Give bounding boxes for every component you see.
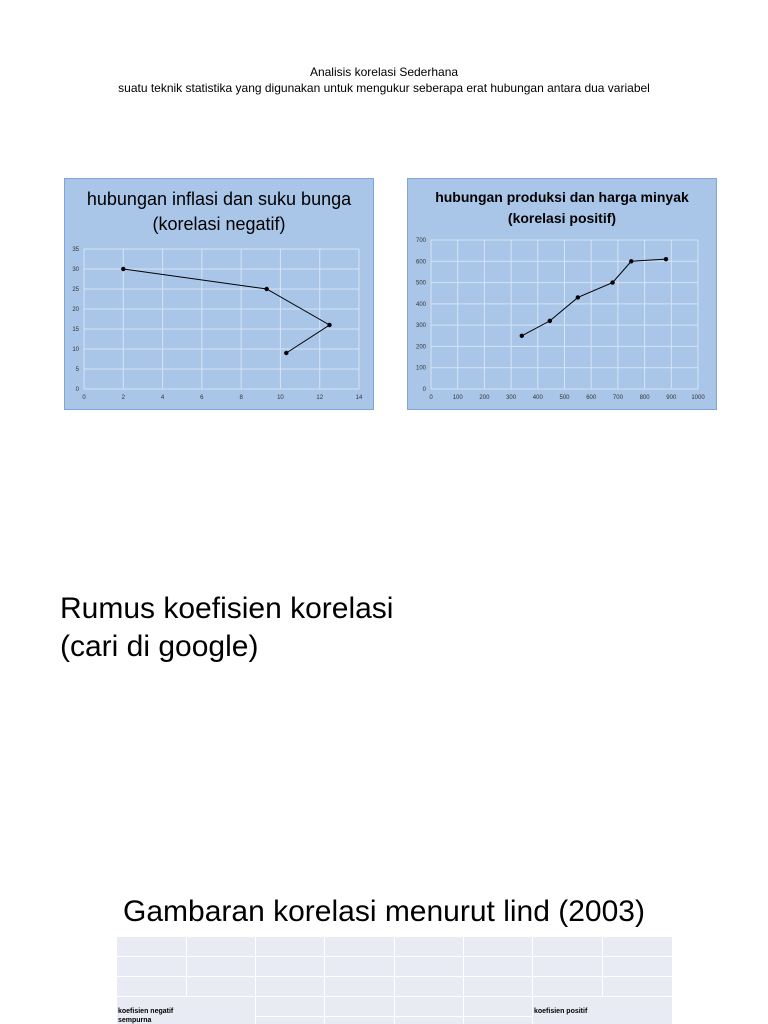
chart-produksi-xtick-label: 200 [479,395,490,401]
chart-inflasi-ytick-label: 25 [72,287,79,293]
header-title: Analisis korelasi Sederhana [309,65,459,79]
chart-produksi-ytick-label: 700 [415,238,426,244]
chart-inflasi-ytick-label: 20 [72,307,79,313]
positive-coefficient-cell [533,997,673,1024]
chart-inflasi-ytick-label: 15 [72,327,79,333]
chart-inflasi-xtick-label: 6 [200,395,204,401]
chart-produksi-ytick-label: 300 [415,323,426,330]
table-row [117,997,673,1017]
chart-inflasi-data-point [264,287,268,291]
chart-inflasi-series-line [123,269,329,353]
chart-inflasi-ytick-label: 10 [72,347,79,353]
chart-produksi-ytick-label: 400 [415,301,426,308]
chart-inflasi-data-point [121,267,125,271]
chart-produksi-xtick-label: 600 [586,395,597,401]
chart-inflasi-data-point [284,351,288,355]
negative-coefficient-label: koefisien negatif [118,1008,174,1015]
chart-inflasi-ytick-label: 30 [72,267,79,273]
chart-produksi-data-point [664,257,668,261]
rumus-line-1: Rumus koefisien korelasi [60,592,394,625]
header-subtitle: suatu teknik statistika yang digunakan untuk mengukur seberapa erat hubungan antara dua variabel [118,81,650,95]
chart-produksi-xtick-label: 0 [429,395,433,401]
chart-inflasi-ytick-label: 0 [75,387,79,393]
negative-coefficient-sub: sempurna [118,1017,152,1024]
chart-inflasi-title: hubungan inflasi dan suku bunga (korelasi negatif) [86,189,352,234]
chart-produksi-ytick-label: 100 [415,365,426,372]
chart-produksi-data-point [520,334,524,338]
chart-produksi-xtick-label: 400 [532,395,543,401]
chart-inflasi-xtick-label: 2 [121,395,125,401]
chart-produksi-ytick-label: 600 [415,259,426,266]
chart-inflasi-data-point [327,323,331,327]
chart-produksi-xtick-label: 800 [639,395,650,401]
gambaran-heading: Gambaran korelasi menurut lind (2003) [123,895,645,928]
positive-coefficient-label: koefisien positif [534,1008,588,1015]
chart-produksi-harga [407,178,717,410]
chart-produksi-ytick-label: 0 [422,387,426,393]
table-row [117,937,673,957]
chart-inflasi-xtick-label: 4 [160,395,165,401]
chart-inflasi-xtick-label: 8 [239,395,243,401]
chart-produksi-xtick-label: 300 [506,395,517,401]
negative-coefficient-cell [117,997,256,1024]
chart-produksi-xtick-label: 500 [559,395,570,401]
chart-produksi-data-point [548,319,552,323]
chart-produksi-ytick-label: 500 [415,280,426,287]
slide-header [0,64,768,96]
chart-produksi-xtick-label: 700 [612,395,623,401]
rumus-line-2: (cari di google) [60,630,259,663]
chart-inflasi-xtick-label: 0 [82,395,86,401]
chart-produksi-xtick-label: 1000 [691,395,705,401]
correlation-table [116,936,672,1024]
chart-produksi-data-point [629,259,633,263]
chart-produksi-xtick-label: 100 [452,395,463,401]
chart-produksi-xtick-label: 900 [666,395,677,401]
chart-produksi-data-point [576,295,580,299]
chart-inflasi-ytick-label: 35 [72,247,79,253]
table-row [117,977,673,997]
chart-produksi-title: hubungan produksi dan harga minyak (korelasi positif) [435,189,689,226]
rumus-heading [60,590,393,666]
chart-produksi-data-point [610,280,614,284]
chart-produksi-ytick-label: 200 [415,344,426,351]
chart-inflasi-ytick-label: 5 [75,367,79,373]
chart-inflasi-suku-bunga [64,178,374,410]
chart-inflasi-xtick-label: 10 [277,395,284,401]
chart-inflasi-xtick-label: 12 [316,395,324,401]
table-row [117,957,673,977]
chart-inflasi-xtick-label: 14 [355,395,363,401]
